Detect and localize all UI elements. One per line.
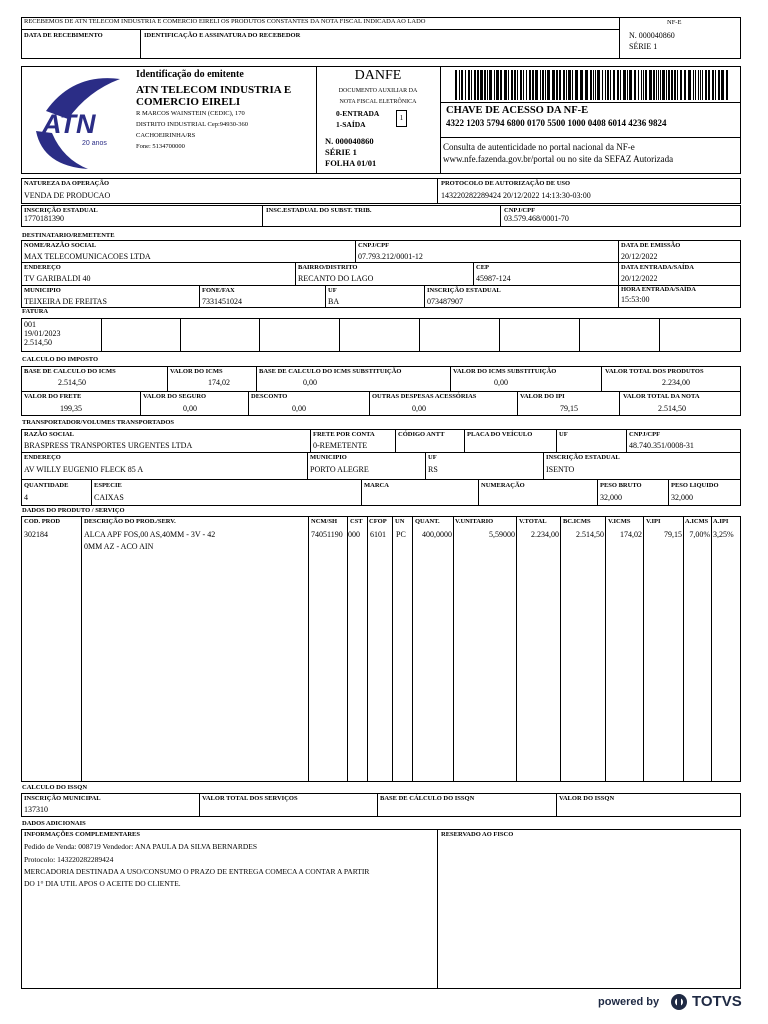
ipi-label: VALOR DO IPI [520,393,565,400]
canhoto-nfe-number: N. 000040860 [629,31,675,40]
transp-uf2-value: RS [428,465,438,474]
dest-ie-label: INSCRIÇÃO ESTADUAL [427,287,501,294]
transp-end-label: ENDEREÇO [24,454,61,461]
danfe-serie: SÉRIE 1 [325,147,357,157]
frete-value: 199,35 [60,404,82,413]
access-key-label: CHAVE DE ACESSO DA NF-E [446,105,589,116]
transp-ie-value: ISENTO [546,465,575,474]
bc-icms-label: BASE DE CALCULO DO ICMS [24,368,116,375]
row-un: PC [396,530,406,539]
fatura-line-1: 001 [24,320,36,329]
col-aipi: A.IPI [713,518,729,525]
row-cod: 302184 [24,530,48,539]
cnpj-label: CNPJ/CPF [504,207,536,214]
info-label: INFORMAÇÕES COMPLEMENTARES [24,831,140,838]
row-vicms: 174,02 [620,530,642,539]
transp-ie-label: INSCRIÇÃO ESTADUAL [546,454,620,461]
danfe-folha: FOLHA 01/01 [325,158,377,168]
dest-mun-label: MUNICIPIO [24,287,61,294]
transp-uf-label: UF [559,431,568,438]
col-desc: DESCRIÇÃO DO PROD./SERV. [84,518,176,525]
adicionais-box [21,829,741,989]
row-desc-2: 0MM AZ - ACO AIN [84,542,154,551]
transp-pb-label: PESO BRUTO [600,482,642,489]
dest-name-value: MAX TELECOMUNICACOES LTDA [24,252,151,261]
dest-uf-value: BA [328,297,340,306]
dest-end-value: TV GARIBALDI 40 [24,274,91,283]
transp-frete-label: FRETE POR CONTA [313,431,375,438]
col-cod: COD. PROD [24,518,61,525]
danfe-numero: N. 000040860 [325,136,374,146]
outras-label: OUTRAS DESPESAS ACESSÓRIAS [372,393,477,400]
row-cfop: 6101 [370,530,386,539]
transp-frete-value: 0-REMETENTE [313,441,368,450]
total-value: 2.514,50 [658,404,686,413]
dest-emissao-label: DATA DE EMISSÃO [621,242,681,249]
consult-line-2: www.nfe.fazenda.gov.br/portal ou no site da SEFAZ Autorizada [443,154,674,164]
dest-hora-label: HORA ENTRADA/SAÍDA [621,286,696,293]
produtos-box [21,516,741,782]
transp-uf2-label: UF [428,454,437,461]
barcode [455,70,731,100]
dest-hora-value: 15:53:00 [621,295,650,304]
col-un: UN [395,518,405,525]
canhoto-sign-label: IDENTIFICAÇÃO E ASSINATURA DO RECEBEDOR [144,32,301,39]
access-key-value: 4322 1203 5794 6800 0170 5500 1000 0408 6014 4236 9824 [446,118,667,128]
issqn-vserv-label: VALOR TOTAL DOS SERVIÇOS [202,795,298,802]
danfe-sub1: DOCUMENTO AUXILIAR DA [338,88,418,94]
transp-especie-value: CAIXAS [94,493,124,502]
emitter-name-1: ATN TELECOM INDUSTRIA E [136,84,292,96]
row-ncm: 74051190 [311,530,343,539]
totvs-icon [670,993,688,1011]
danfe-sub2: NOTA FISCAL ELETRÔNICA [339,99,417,105]
seguro-value: 0,00 [183,404,197,413]
row-cst: 000 [348,530,360,539]
col-vicms: V.ICMS [608,518,631,525]
atn-logo [28,71,128,171]
transp-num-label: NUMERAÇÃO [481,482,525,489]
protocolo-label: PROTOCOLO DE AUTORIZAÇÃO DE USO [441,180,571,187]
desconto-value: 0,00 [292,404,306,413]
frete-label: VALOR DO FRETE [24,393,82,400]
fatura-box [21,318,741,352]
row-quant: 400,0000 [422,530,452,539]
transp-marca-label: MARCA [364,482,389,489]
row-aicms: 7,00% [689,530,710,539]
v-prod-value: 2.234,00 [662,378,690,387]
fatura-line-2: 19/01/2023 [24,329,61,338]
iest-label: INSC.ESTADUAL DO SUBST. TRIB. [266,207,372,214]
issqn-im-value: 137310 [24,805,48,814]
ipi-value: 79,15 [560,404,578,413]
totvs-brand: TOTVS [692,993,742,1010]
dest-bairro-label: BAIRRO/DISTRITO [298,264,358,271]
dest-section: DESTINATARIO/REMETENTE [22,232,115,239]
dest-bairro-value: RECANTO DO LAGO [298,274,374,283]
operation-box [21,178,741,204]
col-quant: QUANT. [415,518,440,525]
dest-cnpj-label: CNPJ/CPF [358,242,390,249]
issqn-v-label: VALOR DO ISSQN [559,795,615,802]
fisco-label: RESERVADO AO FISCO [441,831,514,838]
info-line-3: MERCADORIA DESTINADA A USO/CONSUMO O PRAZO DE ENTREGA COMECA A CONTAR A PARTIR [24,867,370,876]
row-bcicms: 2.514,50 [576,530,604,539]
v-st-value: 0,00 [494,378,508,387]
dest-fone-label: FONE/FAX [202,287,235,294]
issqn-im-label: INSCRIÇÃO MUNICIPAL [24,795,101,802]
canhoto-date-label: DATA DE RECEBIMENTO [24,32,103,39]
dest-cnpj-value: 07.793.212/0001-12 [358,252,423,261]
row-desc-1: ALCA APF FOS,00 AS,40MM - 3V - 42 [84,530,216,539]
transp-cnpj-label: CNPJ/CPF [629,431,661,438]
dest-cep-label: CEP [476,264,489,271]
logo-text: ATN [42,109,96,139]
dest-cep-value: 45987-124 [476,274,511,283]
dest-uf-label: UF [328,287,337,294]
transp-razao-label: RAZÃO SOCIAL [24,431,75,438]
emitter-name-2: COMERCIO EIRELI [136,96,241,108]
col-cst: CST [350,518,363,525]
canhoto-nfe-label: NF-E [667,19,682,26]
issqn-section: CALCULO DO ISSQN [22,784,88,791]
col-vipi: V.IPI [646,518,661,525]
danfe-entrada: 0-ENTRADA [336,109,380,118]
info-line-1: Pedido de Venda: 008719 Vendedor: ANA PAULA DA SILVA BERNARDES [24,842,258,851]
fatura-section: FATURA [22,308,49,315]
transp-qtd-label: QUANTIDADE [24,482,69,489]
transp-pb-value: 32,000 [600,493,622,502]
row-vtotal: 2.234,00 [531,530,559,539]
adicionais-section: DADOS ADICIONAIS [22,820,86,827]
dest-fone-value: 7331451024 [202,297,242,306]
bc-icms-value: 2.514,50 [58,378,86,387]
ie-value: 1770181390 [24,214,64,223]
produtos-section: DADOS DO PRODUTO / SERVIÇO [22,507,125,514]
consult-line-1: Consulta de autenticidade no portal nacional da NF-e [443,142,635,152]
transp-placa-label: PLACA DO VEÍCULO [467,431,533,438]
canhoto-receipt-text: RECEBEMOS DE ATN TELECOM INDUSTRIA E COMERCIO EIRELI OS PRODUTOS CONSTANTES DA NOTA FISCAL INDICADA AO LADO [24,18,426,25]
info-line-2: Protocolo: 143220282289424 [24,855,114,864]
natureza-label: NATUREZA DA OPERAÇÃO [24,180,110,187]
danfe-title: DANFE [354,68,402,83]
powered-by-text: powered by [598,996,660,1008]
transp-pl-label: PESO LIQUIDO [671,482,719,489]
col-ncm: NCM/SH [311,518,337,525]
info-line-4: DO 1° DIA UTIL APOS O ACEITE DO CLIENTE. [24,879,181,888]
dest-ie-value: 073487907 [427,297,463,306]
emitter-section-label: Identificação do emitente [136,69,244,80]
dest-name-label: NOME/RAZÃO SOCIAL [24,242,97,249]
dest-entsai-label: DATA ENTRADA/SAÍDA [621,264,694,271]
transp-pl-value: 32,000 [671,493,693,502]
issqn-bc-label: BASE DE CÁLCULO DO ISSQN [380,795,475,802]
col-aicms: A.ICMS [685,518,709,525]
transp-qtd-value: 4 [24,493,28,502]
ie-box [21,205,741,227]
bc-st-value: 0,00 [303,378,317,387]
transp-section: TRANSPORTADOR/VOLUMES TRANSPORTADOS [22,419,175,426]
bc-st-label: BASE DE CALCULO DO ICMS SUBSTITUIÇÃO [259,368,402,375]
desconto-label: DESCONTO [251,393,288,400]
emitter-address: R MARCOS WAINSTEIN (CEDIC), 170 [136,110,245,117]
logo-sub: 20 anos [82,140,107,147]
transp-cnpj-value: 48.740.351/0008-31 [629,441,694,450]
col-vunit: V.UNITARIO [455,518,494,525]
transp-antt-label: CÓDIGO ANTT [398,431,445,438]
v-icms-value: 174,02 [208,378,230,387]
fatura-line-3: 2.514,50 [24,338,52,347]
danfe-tipo: 1 [399,114,404,122]
emitter-phone: Fone: 5134700000 [136,143,185,150]
dest-mun-value: TEIXEIRA DE FREITAS [24,297,107,306]
transp-razao-value: BRASPRESS TRANSPORTES URGENTES LTDA [24,441,193,450]
dest-entsai-value: 20/12/2022 [621,274,658,283]
v-st-label: VALOR DO ICMS SUBSTITUIÇÃO [453,368,557,375]
v-prod-label: VALOR TOTAL DOS PRODUTOS [605,368,704,375]
natureza-value: VENDA DE PRODUCAO [24,191,111,200]
dest-emissao-value: 20/12/2022 [621,252,658,261]
canhoto-nfe-serie: SÉRIE 1 [629,42,658,51]
total-label: VALOR TOTAL DA NOTA [623,393,700,400]
protocolo-value: 143220282289424 20/12/2022 14:13:30-03:00 [441,191,591,200]
seguro-label: VALOR DO SEGURO [143,393,207,400]
transp-end-value: AV WILLY EUGENIO FLECK 85 A [24,465,144,474]
row-vipi: 79,15 [664,530,682,539]
v-icms-label: VALOR DO ICMS [170,368,223,375]
imposto-section: CALCULO DO IMPOSTO [22,356,99,363]
transp-mun-value: PORTO ALEGRE [310,465,369,474]
row-vunit: 5,59000 [489,530,515,539]
emitter-district: DISTRITO INDUSTRIAL Cep:94930-360 [136,121,248,128]
outras-value: 0,00 [412,404,426,413]
cnpj-value: 03.579.468/0001-70 [504,214,569,223]
col-bcicms: BC.ICMS [563,518,591,525]
danfe-saida: 1-SAÍDA [336,120,366,129]
emitter-city: CACHOEIRINHA/RS [136,132,196,139]
col-vtotal: V.TOTAL [519,518,547,525]
transp-mun-label: MUNICIPIO [310,454,347,461]
col-cfop: CFOP [369,518,387,525]
transp-especie-label: ESPECIE [94,482,122,489]
dest-end-label: ENDEREÇO [24,264,61,271]
row-aipi: 3,25% [713,530,734,539]
ie-label: INSCRIÇÃO ESTADUAL [24,207,98,214]
